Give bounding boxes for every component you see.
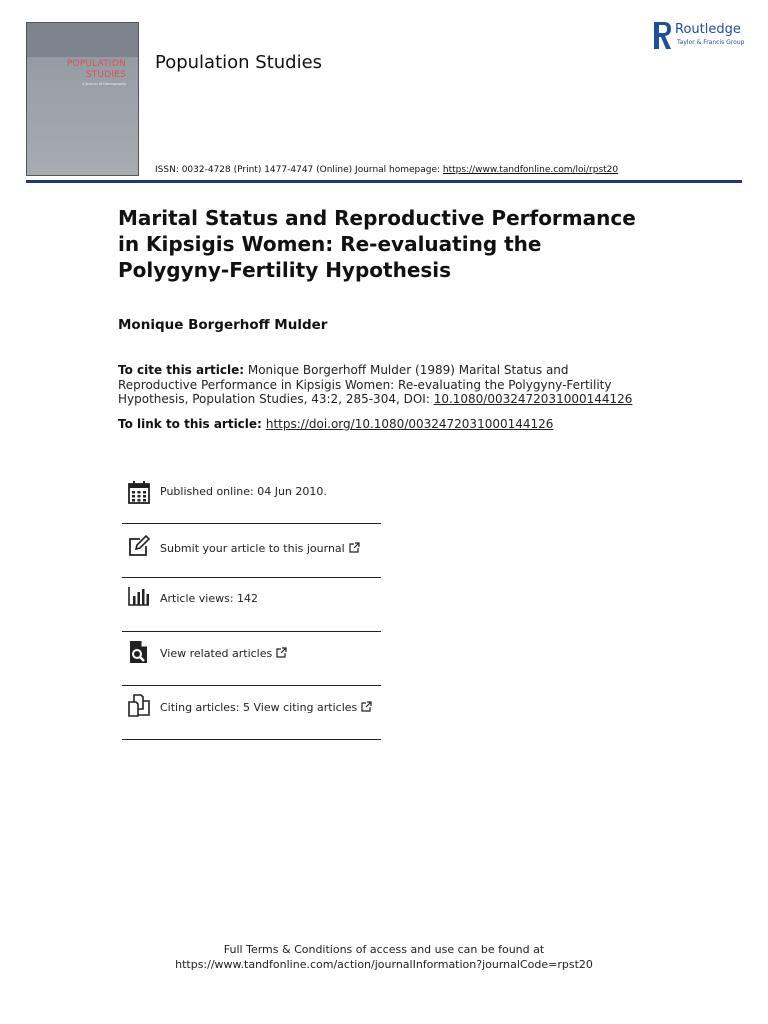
citing-articles-icon — [128, 694, 150, 718]
citing-articles-text: Citing articles: 5 View citing articles — [160, 701, 358, 714]
cover-title-line2: STUDIES — [85, 70, 126, 80]
citing-articles-link[interactable] — [160, 701, 372, 714]
citation-label: To cite this article: — [118, 363, 245, 377]
citation-text: Monique Borgerhoff Mulder (1989) Marital Status and Reproductive Performance in Kipsigis Women: Re-evaluating the Polygyny-Fertility Hypothesis, Population Studies, 43:2, 285-304, DOI: — [118, 363, 612, 406]
edit-icon — [128, 534, 150, 558]
info-item-submit[interactable] — [122, 524, 381, 578]
issn-line — [155, 165, 618, 175]
published-online-text: Published online: 04 Jun 2010. — [160, 485, 327, 498]
related-articles-text: View related articles — [160, 647, 273, 660]
search-document-icon — [128, 640, 150, 664]
bar-chart-icon — [128, 584, 150, 608]
external-link-icon — [349, 542, 360, 553]
footer-terms-url[interactable]: https://www.tandfonline.com/action/journalInformation?journalCode=rpst20 — [175, 958, 593, 971]
footer-terms-line1: Full Terms & Conditions of access and use can be found at — [223, 943, 545, 956]
citation-block — [118, 363, 638, 407]
cover-title-line1: POPULATION — [66, 59, 126, 69]
info-item-related[interactable] — [122, 632, 381, 686]
journal-cover-image — [26, 22, 139, 176]
article-views-text: Article views: 142 — [160, 592, 259, 605]
related-articles-link[interactable] — [160, 647, 287, 660]
article-doi-url-link[interactable]: https://doi.org/10.1080/0032472031000144126 — [265, 417, 554, 431]
article-author: Monique Borgerhoff Mulder — [118, 317, 328, 333]
publisher-group: Taylor & Francis Group — [677, 39, 745, 46]
article-link-label: To link to this article: — [118, 417, 262, 431]
journal-title: Population Studies — [155, 52, 323, 73]
publisher-name: Routledge — [675, 22, 741, 37]
article-info-list — [122, 470, 381, 740]
citation-doi-link[interactable]: 10.1080/0032472031000144126 — [433, 392, 633, 406]
calendar-icon — [128, 480, 150, 504]
submit-article-link[interactable] — [160, 542, 360, 555]
issn-text: ISSN: 0032-4728 (Print) 1477-4747 (Online) Journal homepage: — [155, 165, 443, 175]
publisher-logo — [654, 22, 749, 50]
submit-article-text: Submit your article to this journal — [160, 542, 345, 555]
info-item-citing[interactable] — [122, 686, 381, 740]
info-item-published — [122, 470, 381, 524]
journal-homepage-link[interactable]: https://www.tandfonline.com/loi/rpst20 — [442, 165, 619, 175]
cover-header-band — [27, 23, 138, 57]
routledge-r-icon — [654, 22, 672, 49]
external-link-icon — [361, 701, 372, 712]
header-divider — [26, 180, 742, 183]
cover-subtitle: A Journal of Demography — [82, 82, 126, 86]
info-item-views — [122, 578, 381, 632]
article-title: Marital Status and Reproductive Performance in Kipsigis Women: Re-evaluating the Polygyny-Fertility Hypothesis — [118, 206, 636, 282]
external-link-icon — [276, 647, 287, 658]
footer-terms — [0, 942, 768, 972]
article-link-block — [118, 417, 553, 431]
